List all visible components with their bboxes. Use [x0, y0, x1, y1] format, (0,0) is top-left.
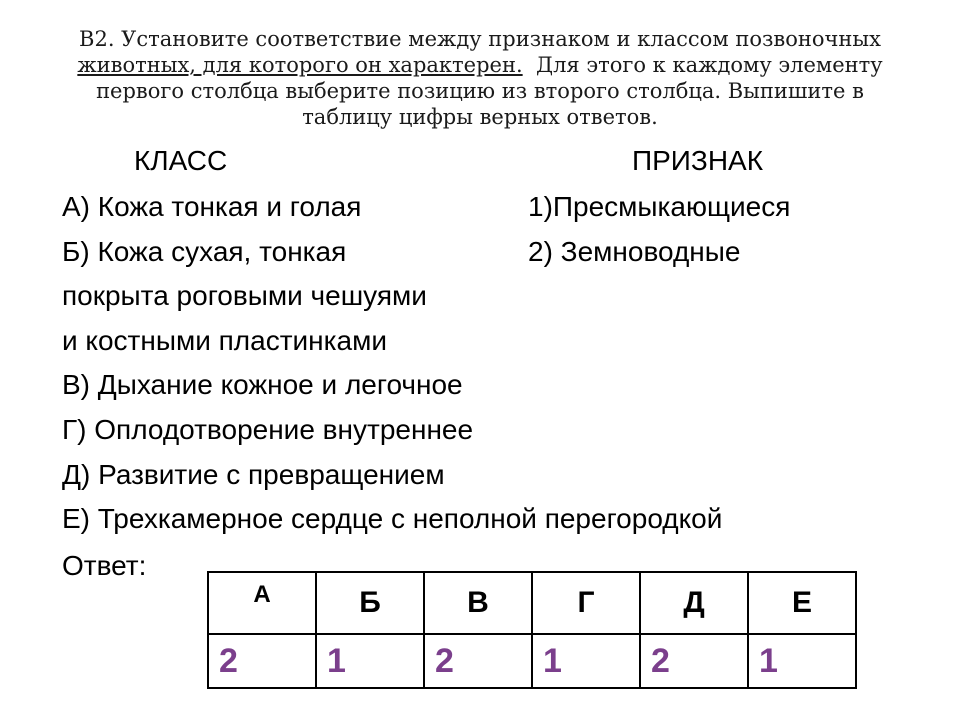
- task-line-2-underlined: животных, для которого он характерен.: [77, 53, 523, 77]
- right-item: 1)Пресмыкающиеся: [528, 191, 791, 222]
- answer-value: 1: [316, 634, 424, 688]
- task-line-2-rest: Для этого к каждому элементу: [536, 53, 883, 77]
- answer-letter: А: [208, 572, 316, 634]
- answer-letter: Г: [532, 572, 640, 634]
- answer-letters-row: [208, 572, 856, 634]
- header-feature: ПРИЗНАК: [632, 145, 764, 176]
- left-item: Е) Трехкамерное сердце с неполной перегородкой: [62, 503, 723, 535]
- right-column: [528, 185, 790, 274]
- answer-value: 1: [748, 634, 856, 688]
- header-class: КЛАСС: [134, 145, 228, 176]
- task-line-4: таблицу цифры верных ответов.: [302, 105, 658, 129]
- task-line-2: [40, 52, 920, 78]
- left-item: А) Кожа тонкая и голая: [62, 191, 362, 222]
- answer-letter: Б: [316, 572, 424, 634]
- answer-value: 2: [424, 634, 532, 688]
- task-line-3: первого столбца выберите позицию из второго столбца. Выпишите в: [96, 79, 864, 103]
- left-item: Г) Оплодотворение внутреннее: [62, 413, 474, 445]
- answer-letter: В: [424, 572, 532, 634]
- left-item: Д) Развитие с превращением: [62, 458, 445, 490]
- answer-value: 2: [208, 634, 316, 688]
- answer-table: [207, 571, 857, 689]
- task-line-1: В2. Установите соответствие между признаком и классом позвоночных: [79, 27, 881, 51]
- answer-letter: Д: [640, 572, 748, 634]
- left-item: Б) Кожа сухая, тонкая: [62, 235, 347, 267]
- answer-value: 2: [640, 634, 748, 688]
- answer-value: 1: [532, 634, 640, 688]
- answer-values-row: [208, 634, 856, 688]
- left-item: покрыта роговыми чешуями: [62, 280, 427, 312]
- answer-letter: Е: [748, 572, 856, 634]
- right-item: 2) Земноводные: [528, 235, 741, 267]
- left-item: и костными пластинками: [62, 324, 387, 356]
- task-statement: [40, 26, 920, 130]
- left-item: В) Дыхание кожное и легочное: [62, 369, 463, 401]
- answer-label: Ответ:: [62, 550, 147, 581]
